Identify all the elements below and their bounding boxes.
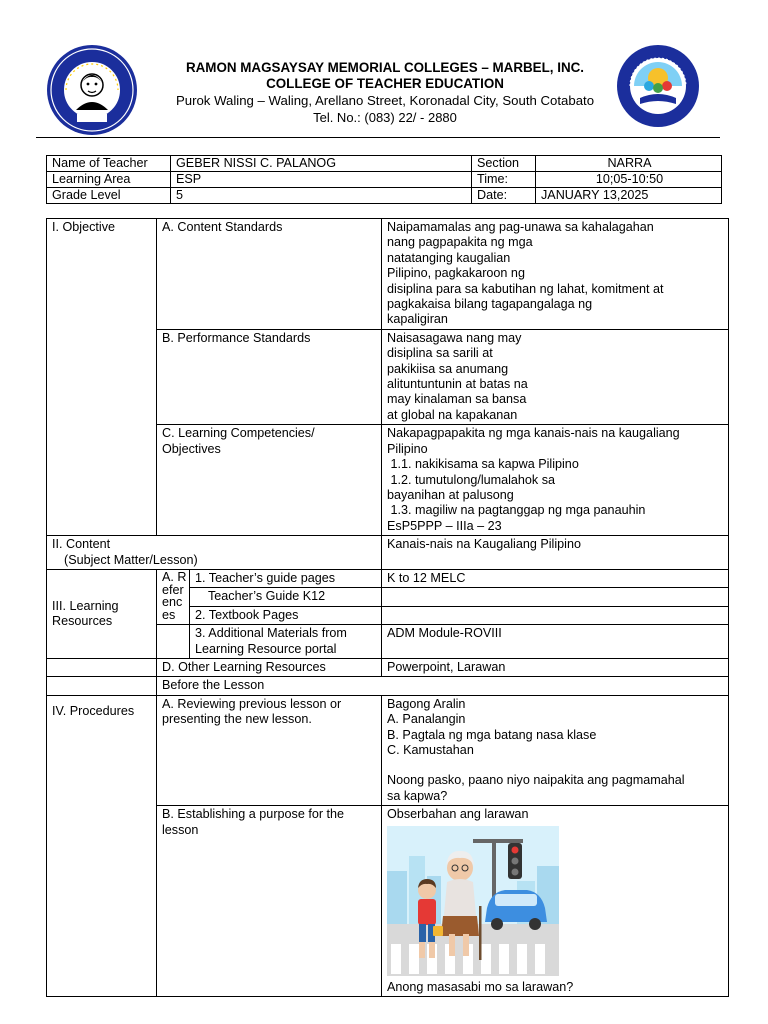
table-row: [47, 219, 729, 330]
area-value: ESP: [171, 172, 472, 188]
lesson-plan-table: [46, 218, 729, 997]
empty-cell: [47, 658, 157, 676]
area-label: Learning Area: [47, 172, 171, 188]
table-row: [47, 569, 729, 587]
table-row: [47, 188, 722, 204]
institution-name: RAMON MAGSAYSAY MEMORIAL COLLEGES – MARBEL, INC.: [185, 60, 585, 75]
name-value: GEBER NISSI C. PALANOG: [171, 156, 472, 172]
objective-label: I. Objective: [47, 219, 157, 536]
purpose-value: Obserbahan ang larawan Anong masasabi mo sa larawan?: [382, 806, 729, 997]
header-divider: [36, 137, 720, 138]
textbook-pages-label: 2. Textbook Pages: [190, 606, 382, 624]
table-row: [47, 695, 729, 805]
content-label: II. Content (Subject Matter/Lesson): [47, 536, 382, 570]
empty-cell: [157, 625, 190, 659]
rmmc-seal-logo: [46, 44, 138, 136]
review-label: A. Reviewing previous lesson or presenting the new lesson.: [157, 695, 382, 805]
section-value: NARRA: [536, 156, 722, 172]
purpose-label: B. Establishing a purpose for the lesson: [157, 806, 382, 997]
table-row: [47, 536, 729, 570]
document-header: [0, 40, 768, 130]
other-resources-value: Powerpoint, Larawan: [382, 658, 729, 676]
college-telephone: Tel. No.: (083) 22/ - 2880: [313, 110, 457, 125]
time-label: Time:: [472, 172, 536, 188]
table-row: [47, 172, 722, 188]
empty-cell: [382, 588, 729, 606]
table-row: [47, 677, 729, 695]
table-row: [47, 658, 729, 676]
time-value: 10;05-10:50: [536, 172, 722, 188]
grade-label: Grade Level: [47, 188, 171, 204]
grade-value: 5: [171, 188, 472, 204]
institution-heading: [150, 60, 620, 126]
college-address: Purok Waling – Waling, Arellano Street, Koronadal City, South Cotabato: [175, 93, 595, 108]
table-row: [47, 156, 722, 172]
college-name: COLLEGE OF TEACHER EDUCATION: [266, 76, 504, 91]
additional-materials-label: 3. Additional Materials from Learning Resource portal: [190, 625, 382, 659]
empty-cell: [47, 677, 157, 695]
section-label: Section: [472, 156, 536, 172]
teachers-guide-value: K to 12 MELC: [382, 569, 729, 587]
name-label: Name of Teacher: [47, 156, 171, 172]
references-label: A. References: [157, 569, 190, 624]
crossing-street-illustration: [387, 826, 559, 976]
cte-seal-logo: [616, 44, 700, 128]
additional-materials-value: ADM Module-ROVIII: [382, 625, 729, 659]
teacher-info-table: [46, 155, 722, 204]
before-the-lesson: Before the Lesson: [157, 677, 729, 695]
other-resources-label: D. Other Learning Resources: [157, 658, 382, 676]
competencies-value: Nakapagpapakita ng mga kanais-nais na kaugaliang Pilipino 1.1. nakikisama sa kapwa Pilipino 1.2. tumutulong/lumalahok sa bayanihan at palusong 1.3. magiliw na pagtanggap ng mga panauhin EsP5PPP – IIIa – 23: [382, 425, 729, 536]
content-standards-label: A. Content Standards: [157, 219, 382, 330]
teachers-guide-k12: Teacher’s Guide K12: [190, 588, 382, 606]
performance-standards-label: B. Performance Standards: [157, 329, 382, 424]
content-standards-value: Naipamamalas ang pag-unawa sa kahalagahan nang pagpapakita ng mga natatanging kaugalian Pilipino, pagkakaroon ng disiplina para sa kabutihan ng lahat, komitment at pagkakaisa bilang tagapangalaga ng kapaligiran: [382, 219, 729, 330]
content-value: Kanais-nais na Kaugaliang Pilipino: [382, 536, 729, 570]
empty-cell: [382, 606, 729, 624]
teachers-guide-label: 1. Teacher’s guide pages: [190, 569, 382, 587]
review-value: Bagong Aralin A. Panalangin B. Pagtala ng mga batang nasa klase C. Kamustahan Noong pasko, paano niyo naipakita ang pagmamahal sa kapwa?: [382, 695, 729, 805]
learning-resources-label: III. Learning Resources: [47, 569, 157, 658]
date-label: Date:: [472, 188, 536, 204]
competencies-label: C. Learning Competencies/ Objectives: [157, 425, 382, 536]
date-value: JANUARY 13,2025: [536, 188, 722, 204]
performance-standards-value: Naisasagawa nang may disiplina sa sarili at pakikiisa sa anumang alituntuntunin at batas na may kinalaman sa bansa at global na kapakanan: [382, 329, 729, 424]
procedures-label: IV. Procedures: [47, 695, 157, 996]
